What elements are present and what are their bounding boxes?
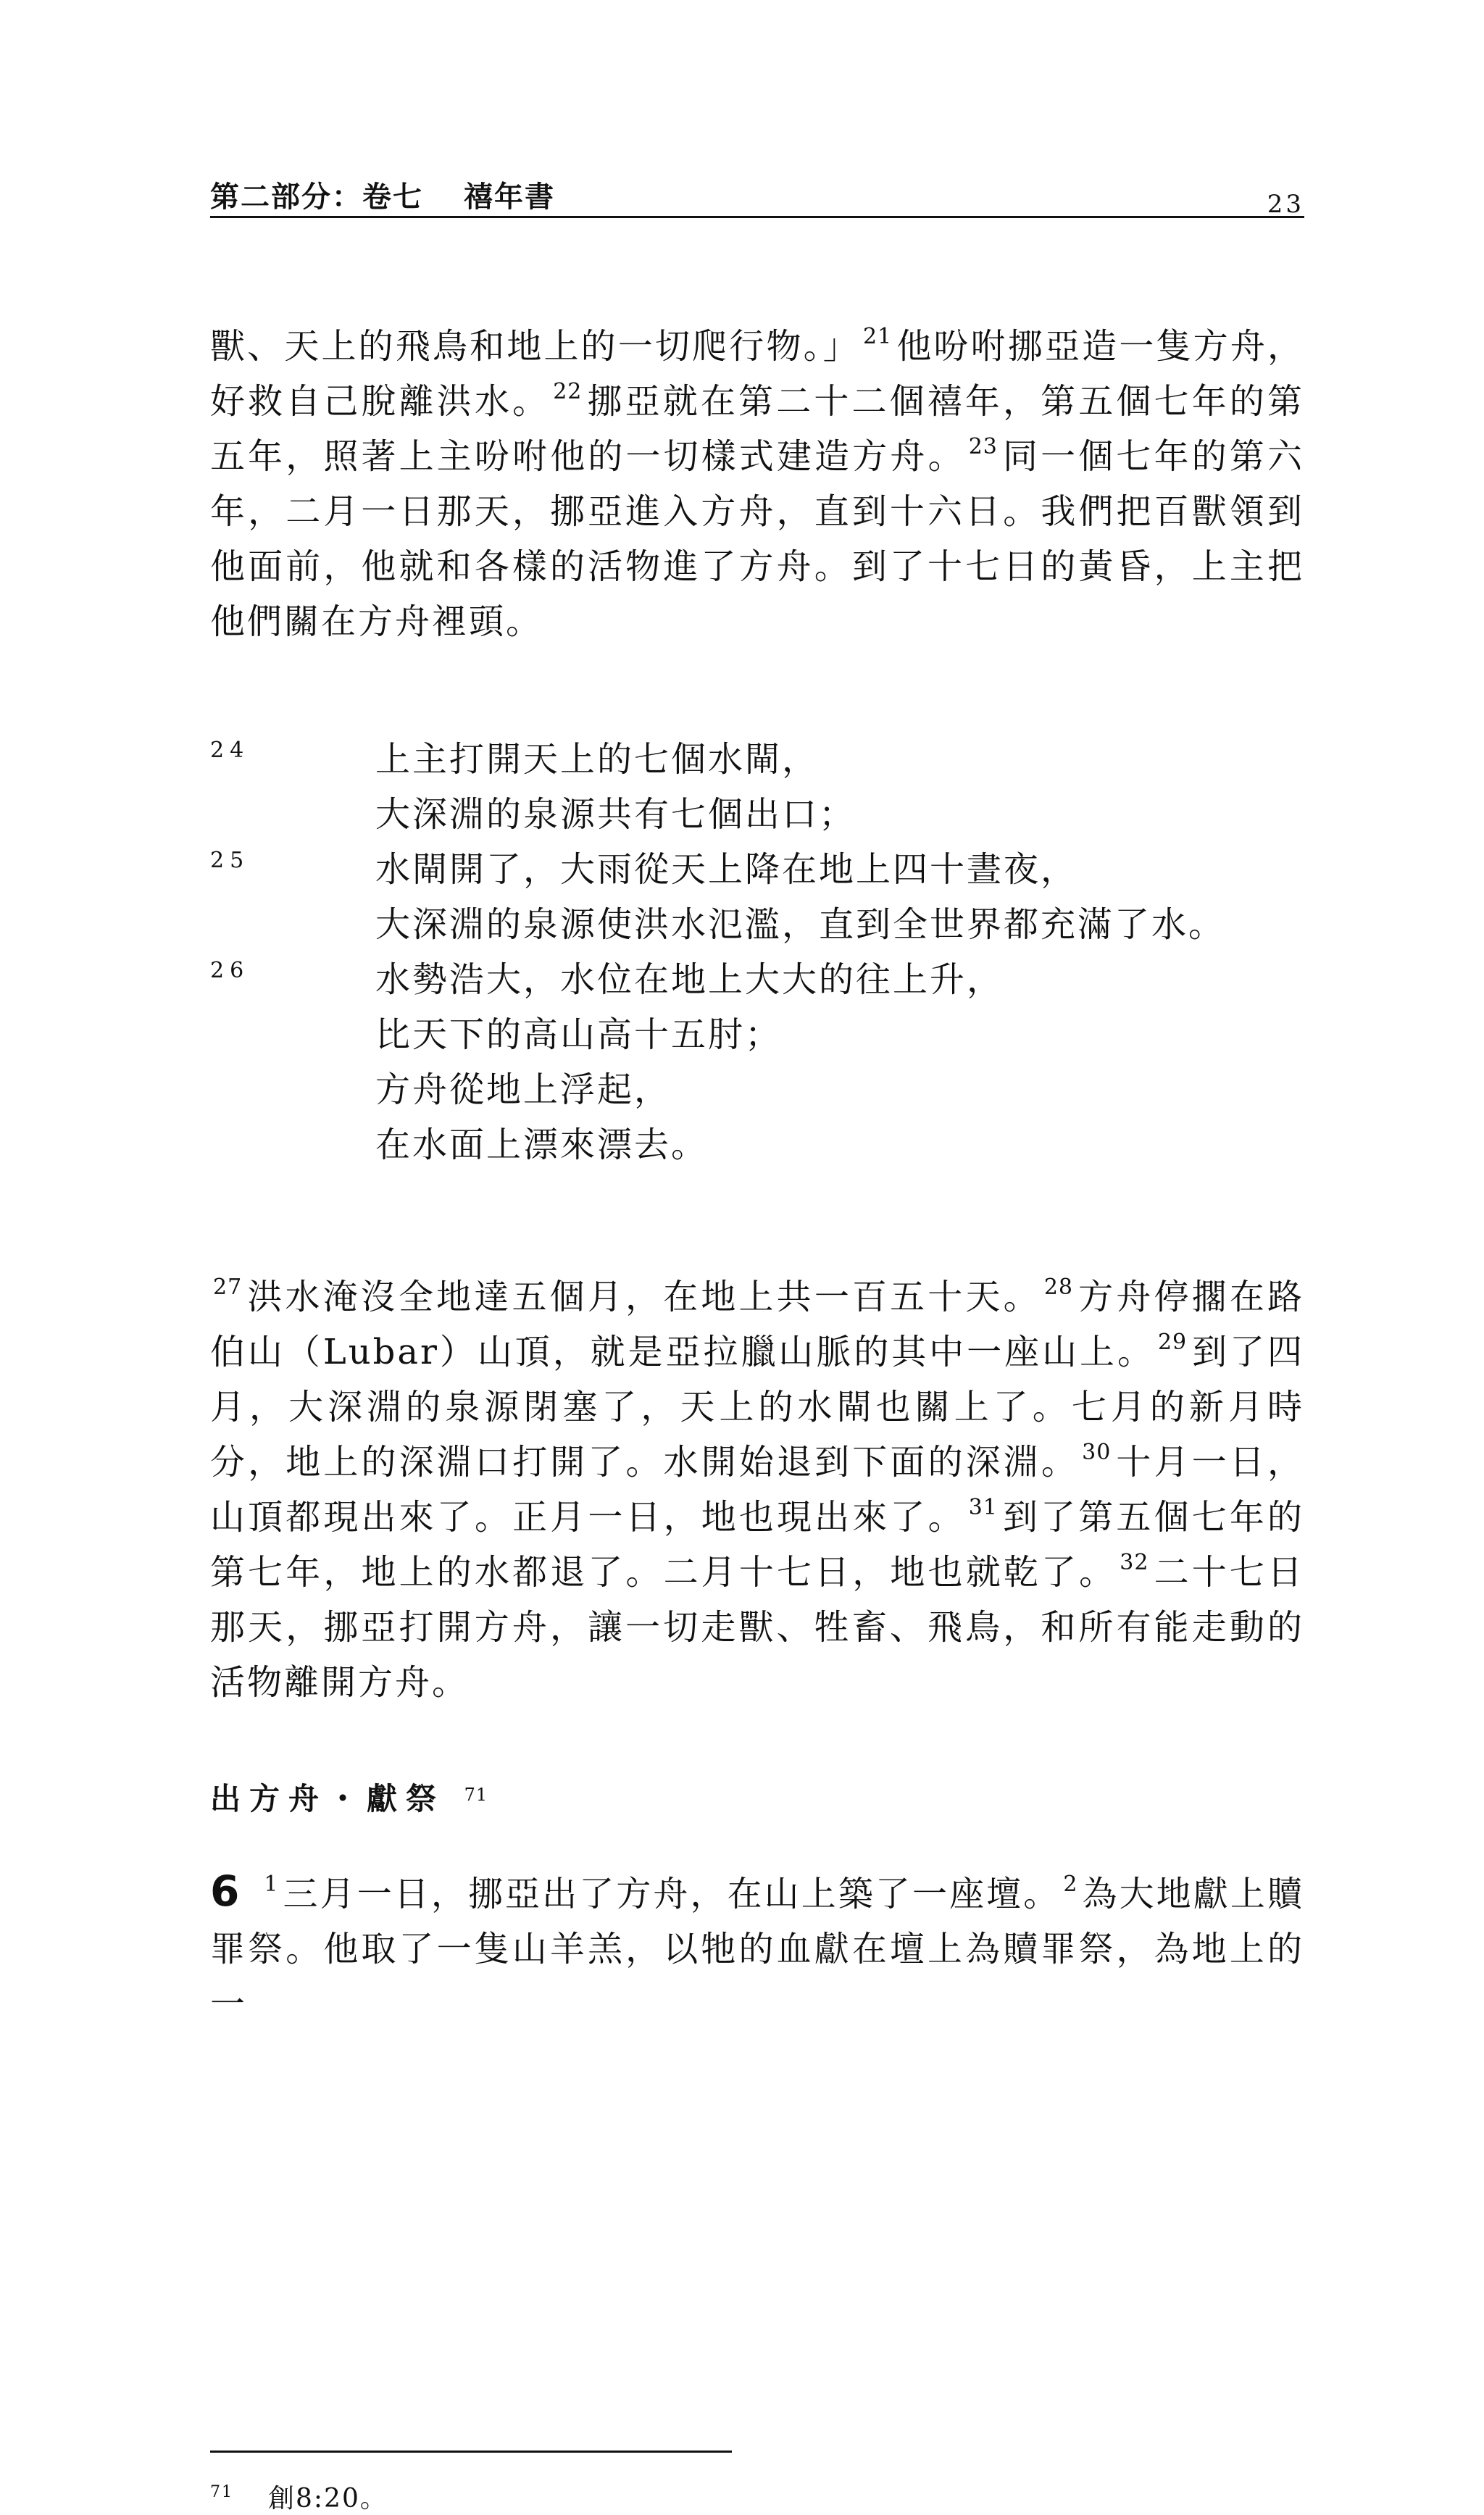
verse-text: 挪亞就在第二十二個禧年，第五個七年的第五年，照著上主吩咐他的一切樣式建造方舟。 bbox=[210, 381, 1304, 477]
paragraph-verses-20-23 bbox=[210, 319, 1304, 649]
footnote-rule bbox=[210, 2451, 732, 2453]
section-heading bbox=[210, 1775, 488, 1819]
verse-text: 二十七日那天，挪亞打開方舟，讓一切走獸、牲畜、飛鳥，和所有能走動的活物離開方舟。 bbox=[210, 1552, 1304, 1703]
verse-number: 26 bbox=[210, 958, 250, 983]
poem-line bbox=[210, 897, 1304, 952]
poem-line bbox=[210, 1117, 1304, 1172]
footnote-mark: 71 bbox=[210, 2483, 233, 2501]
poem-line bbox=[210, 732, 1304, 787]
poem-text: 方舟從地上浮起， bbox=[375, 1069, 672, 1110]
poem-line bbox=[210, 952, 1304, 1007]
verse-text: 十月一日，山頂都現出來了。正月一日，地也現出來了。 bbox=[210, 1442, 1304, 1538]
poem-text: 在水面上漂來漂去。 bbox=[375, 1125, 709, 1165]
poem-text: 水閘開了，大雨從天上降在地上四十晝夜， bbox=[375, 849, 1078, 890]
verse-text: 到了四月，大深淵的泉源閉塞了，天上的水閘也關上了。七月的新月時分，地上的深淵口打開了。水開始退到下面的深淵。 bbox=[210, 1332, 1304, 1482]
verse-text: 他吩咐挪亞造一隻方舟，好救自己脫離洪水。 bbox=[210, 326, 1304, 422]
chapter-number: 6 bbox=[210, 1867, 240, 1916]
verse-number: 28 bbox=[1043, 1275, 1073, 1300]
chapter-6-paragraph bbox=[210, 1864, 1304, 2032]
footnote-text: 創8:20。 bbox=[268, 2484, 388, 2514]
header-section: 第二部分：卷七 bbox=[210, 180, 423, 214]
poem-text: 比天下的高山高十五肘； bbox=[375, 1014, 783, 1055]
verse-text: 同一個七年的第六年，二月一日那天，挪亞進入方舟，直到十六日。我們把百獸領到他面前，他就和各樣的活物進了方舟。到了十七日的黃昏，上主把他們關在方舟裡頭。 bbox=[210, 436, 1304, 642]
verse-number: 25 bbox=[210, 848, 250, 873]
verse-number: 1 bbox=[264, 1872, 279, 1897]
poem-line bbox=[210, 842, 1304, 897]
verse-number: 24 bbox=[210, 738, 250, 763]
poem-text: 水勢浩大，水位在地上大大的往上升， bbox=[375, 959, 1004, 1000]
paragraph-verses-27-32 bbox=[210, 1269, 1304, 1710]
verse-number: 32 bbox=[1120, 1550, 1149, 1575]
verse-text: 三月一日，挪亞出了方舟，在山上築了一座壇。 bbox=[283, 1874, 1061, 1914]
verse-number: 21 bbox=[862, 324, 893, 349]
page-number: 23 bbox=[1267, 190, 1304, 219]
verse-text: 為大地獻上贖罪祭。他取了一隻山羊羔，以牠的血獻在壇上為贖罪祭，為地上的一 bbox=[210, 1874, 1304, 2024]
section-heading-text: 出方舟・獻祭 bbox=[210, 1781, 446, 1817]
poem-line bbox=[210, 1007, 1304, 1062]
verse-text: 洪水淹沒全地達五個月，在地上共一百五十天。 bbox=[246, 1277, 1041, 1317]
verse-number: 23 bbox=[968, 434, 998, 459]
verse-text: 方舟停擱在路伯山（Lubar）山頂，就是亞拉臘山脈的其中一座山上。 bbox=[210, 1277, 1304, 1372]
header-book: 禧年書 bbox=[464, 180, 555, 214]
poetry-verses-24-26 bbox=[210, 732, 1304, 1172]
verse-number: 27 bbox=[213, 1275, 243, 1300]
poem-line bbox=[210, 787, 1304, 842]
verse-number: 30 bbox=[1082, 1440, 1112, 1465]
verse-number: 22 bbox=[553, 379, 583, 404]
poem-text: 上主打開天上的七個水閘， bbox=[375, 739, 820, 780]
header-title bbox=[210, 174, 555, 215]
poem-text: 大深淵的泉源共有七個出口； bbox=[375, 794, 856, 835]
footnote-ref: 71 bbox=[464, 1785, 488, 1805]
poem-line bbox=[210, 1062, 1304, 1117]
poem-text: 大深淵的泉源使洪水氾濫，直到全世界都充滿了水。 bbox=[375, 904, 1226, 945]
footnote bbox=[210, 2478, 388, 2515]
verse-text: 獸、天上的飛鳥和地上的一切爬行物。」 bbox=[210, 326, 860, 367]
running-header bbox=[210, 168, 1304, 226]
verse-number: 31 bbox=[968, 1495, 998, 1520]
verse-text: 到了第五個七年的第七年，地上的水都退了。二月十七日，地也就乾了。 bbox=[210, 1497, 1304, 1593]
header-rule bbox=[210, 216, 1304, 218]
verse-number: 2 bbox=[1063, 1872, 1078, 1897]
verse-number: 29 bbox=[1157, 1330, 1188, 1355]
